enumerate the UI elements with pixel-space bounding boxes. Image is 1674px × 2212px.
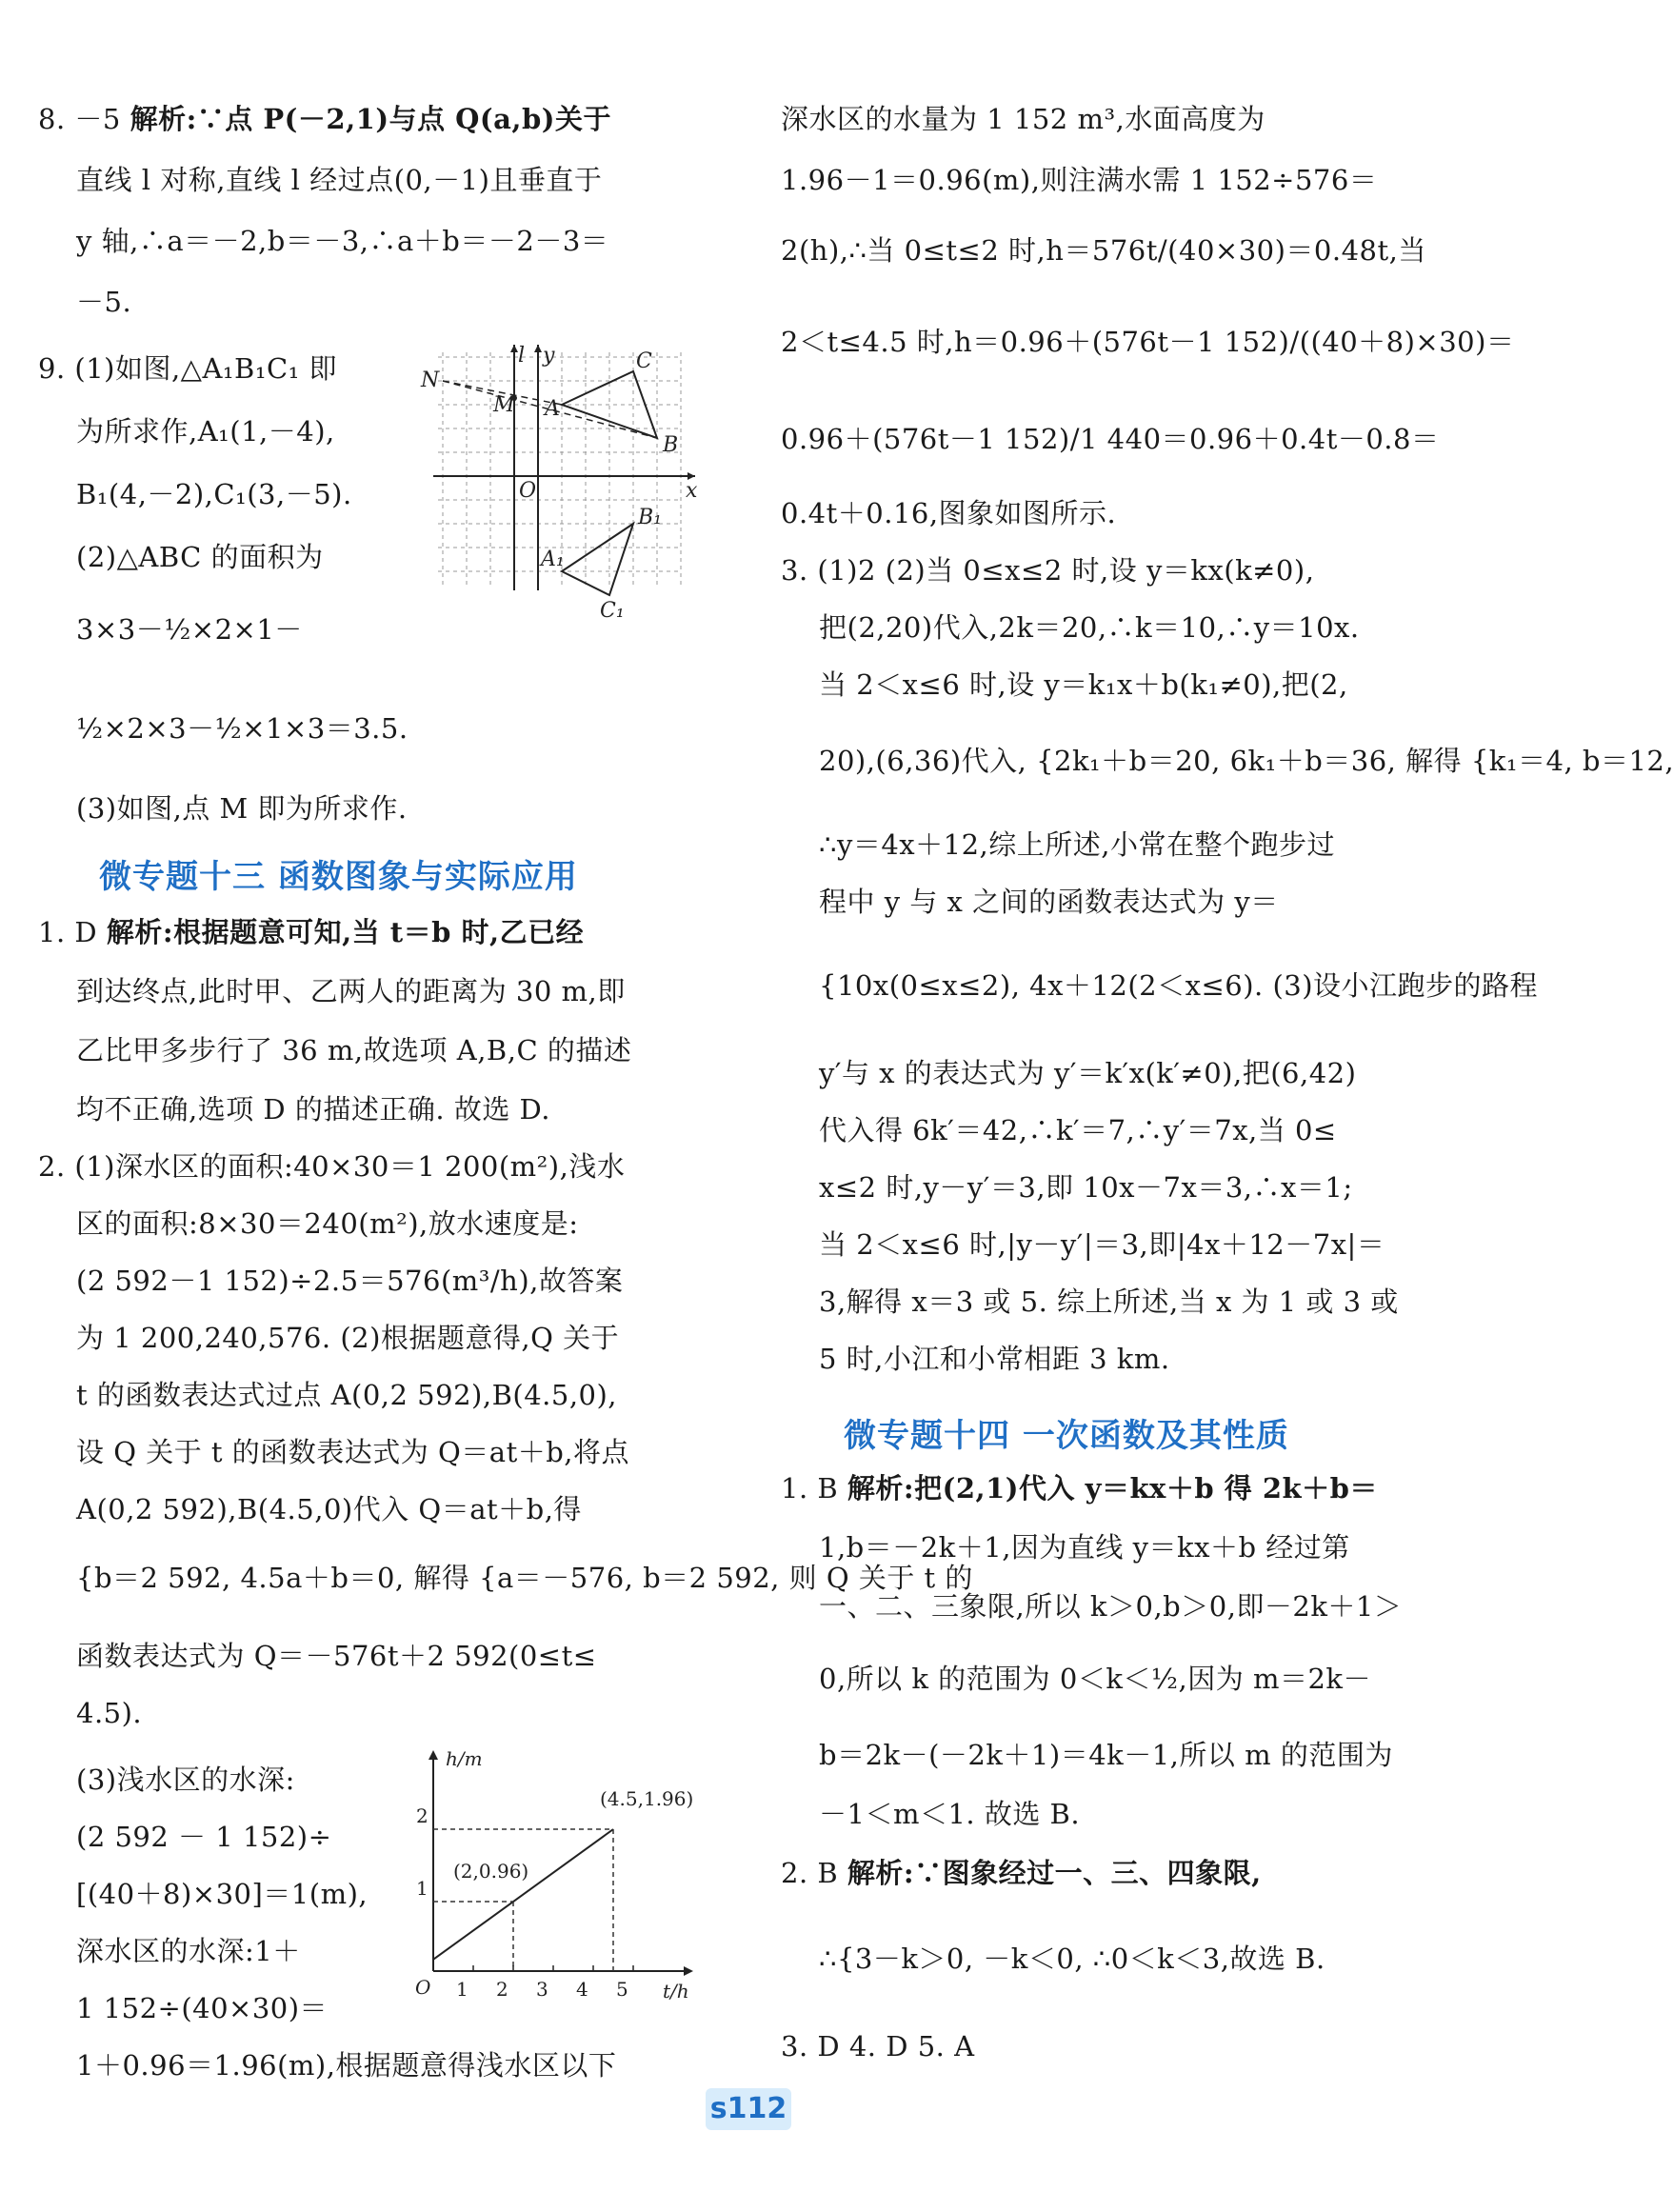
graph-origin: O — [415, 1976, 431, 1999]
graph-xtick-3: 3 — [536, 1978, 548, 2001]
s13q2-line-2: 区的面积:8×30＝240(m²),放水速度是: — [76, 1207, 579, 1240]
q8-line-2: 直线 l 对称,直线 l 经过点(0,－1)且垂直于 — [76, 164, 603, 196]
s13q1-line-4: 均不正确,选项 D 的描述正确. 故选 D. — [76, 1093, 550, 1126]
s13q2-line-10: 4.5). — [76, 1697, 143, 1729]
label-a1: A₁ — [541, 548, 565, 571]
graph-y-label: h/m — [446, 1747, 483, 1770]
q9-line-3: B₁(4,－2),C₁(3,－5). — [76, 478, 352, 510]
q3-line-5: ∴y＝4x＋12,综上所述,小常在整个跑步过 — [819, 828, 1335, 861]
page-number: s112 — [706, 2088, 791, 2130]
q3-line-3: 当 2＜x≤6 时,设 y＝k₁x＋b(k₁≠0),把(2, — [819, 668, 1348, 701]
graph-x-arrow — [684, 1966, 693, 1976]
label-c: C — [636, 349, 652, 373]
graph-xtick-2: 2 — [496, 1978, 508, 2001]
r-line-3: 2(h),∴当 0≤t≤2 时,h＝576t/(40×30)＝0.48t,当 — [781, 234, 1426, 267]
q9-line-5: 3×3－½×2×1－ — [76, 613, 303, 646]
r-line-1: 深水区的水量为 1 152 m³,水面高度为 — [781, 103, 1265, 135]
y-axis-arrow — [534, 345, 542, 352]
label-l: l — [518, 344, 526, 368]
graph-label-p2: (4.5,1.96) — [600, 1787, 694, 1810]
q3-line-13: 5 时,小江和小常相距 3 km. — [819, 1343, 1170, 1375]
s14q1-line-6: －1＜m＜1. 故选 B. — [819, 1798, 1081, 1830]
q3-line-7: {10x(0≤x≤2), 4x＋12(2＜x≤6). (3)设小江跑步的路程 — [819, 969, 1539, 1002]
graph-y-arrow — [428, 1750, 438, 1760]
label-b: B — [663, 433, 679, 457]
q3-line-9: 代入得 6k′＝42,∴k′＝7,∴y′＝7x,当 0≤ — [819, 1114, 1337, 1146]
s14q1-line-3: 一、二、三象限,所以 k＞0,b＞0,即－2k＋1＞ — [819, 1590, 1403, 1623]
coordinate-grid-figure — [419, 333, 705, 623]
s13q2-line-7: A(0,2 592),B(4.5,0)代入 Q＝at＋b,得 — [76, 1493, 582, 1525]
s13q2-line-5: t 的函数表达式过点 A(0,2 592),B(4.5,0), — [76, 1379, 618, 1411]
q8-line-1: 8. －5 解析:∵点 P(－2,1)与点 Q(a,b)关于 — [38, 103, 612, 135]
triangle-a1b1c1 — [562, 524, 633, 595]
q9-line-2: 为所求作,A₁(1,－4), — [76, 415, 335, 448]
s14q1-line-4: 0,所以 k 的范围为 0＜k＜½,因为 m＝2k－ — [819, 1663, 1371, 1695]
q3-line-6: 程中 y 与 x 之间的函数表达式为 y＝ — [819, 886, 1279, 918]
q3-line-10: x≤2 时,y－y′＝3,即 10x－7x＝3,∴x＝1; — [819, 1171, 1353, 1204]
s13q2-line-11: (3)浅水区的水深: — [76, 1764, 295, 1796]
q9-line-4: (2)△ABC 的面积为 — [76, 541, 324, 573]
r-line-4: 2＜t≤4.5 时,h＝0.96＋(576t－1 152)/((40＋8)×30)＝ — [781, 326, 1515, 358]
water-height-graph — [400, 1743, 705, 2003]
q9-line-7: (3)如图,点 M 即为所求作. — [76, 792, 408, 825]
label-y: y — [543, 344, 555, 368]
s13q2-line-12: (2 592 － 1 152)÷ — [76, 1821, 332, 1853]
s14-q3-5-answers: 3. D 4. D 5. A — [781, 2030, 975, 2063]
s14q1-line-5: b＝2k－(－2k＋1)＝4k－1,所以 m 的范围为 — [819, 1739, 1393, 1771]
label-o: O — [519, 479, 537, 503]
s13q2-line-4: 为 1 200,240,576. (2)根据题意得,Q 关于 — [76, 1322, 620, 1354]
graph-xtick-1: 1 — [456, 1978, 468, 2001]
s13q2-line-6: 设 Q 关于 t 的函数表达式为 Q＝at＋b,将点 — [76, 1436, 630, 1468]
s14q1-line-1: 1. B 解析:把(2,1)代入 y＝kx＋b 得 2k＋b＝ — [781, 1472, 1378, 1505]
label-a: A — [545, 397, 560, 421]
q3-line-12: 3,解得 x＝3 或 5. 综上所述,当 x 为 1 或 3 或 — [819, 1285, 1399, 1318]
q3-line-8: y′与 x 的表达式为 y′＝k′x(k′≠0),把(6,42) — [819, 1057, 1357, 1089]
q8-line-3: y 轴,∴a＝－2,b＝－3,∴a＋b＝－2－3＝ — [76, 225, 609, 257]
s13q2-line-14: 深水区的水深:1＋ — [76, 1935, 301, 1967]
r-line-5: 0.96＋(576t－1 152)/1 440＝0.96＋0.4t－0.8＝ — [781, 423, 1440, 455]
r-line-6: 0.4t＋0.16,图象如图所示. — [781, 497, 1117, 529]
q3-line-2: 把(2,20)代入,2k＝20,∴k＝10,∴y＝10x. — [819, 611, 1360, 644]
s13q2-line-1: 2. (1)深水区的面积:40×30＝1 200(m²),浅水 — [38, 1150, 626, 1183]
graph-label-p1: (2,0.96) — [453, 1860, 529, 1883]
s13q1-line-1: 1. D 解析:根据题意可知,当 t＝b 时,乙已经 — [38, 916, 585, 948]
label-c1: C₁ — [600, 599, 625, 623]
q8-line-4: －5. — [76, 286, 132, 318]
s14q2-line-2: ∴{3－k＞0, －k＜0, ∴0＜k＜3,故选 B. — [819, 1943, 1325, 1975]
q9-line-1: 9. (1)如图,△A₁B₁C₁ 即 — [38, 352, 338, 385]
graph-height-line — [433, 1829, 613, 1960]
q3-line-11: 当 2＜x≤6 时,|y－y′|＝3,即|4x＋12－7x|＝ — [819, 1228, 1385, 1261]
label-x: x — [686, 479, 698, 503]
graph-x-label: t/h — [663, 1980, 689, 2003]
q9-line-6: ½×2×3－½×1×3＝3.5. — [76, 712, 409, 745]
section-title-14: 微专题十四 一次函数及其性质 — [844, 1417, 1289, 1455]
s13q2-line-15: 1 152÷(40×30)＝ — [76, 1992, 329, 2024]
s13q2-line-16: 1＋0.96＝1.96(m),根据题意得浅水区以下 — [76, 2049, 617, 2082]
graph-xtick-4: 4 — [576, 1978, 588, 2001]
q3-line-4: 20),(6,36)代入, {2k₁＋b＝20, 6k₁＋b＝36, 解得 {k₁＝4, b＝12, — [819, 745, 1674, 777]
s13q2-line-3: (2 592－1 152)÷2.5＝576(m³/h),故答案 — [76, 1265, 624, 1297]
graph-ytick-2: 2 — [416, 1804, 428, 1827]
s13q1-line-3: 乙比甲多步行了 36 m,故选项 A,B,C 的描述 — [76, 1034, 632, 1066]
graph-ytick-1: 1 — [416, 1877, 428, 1900]
line-l-arrow — [510, 345, 518, 352]
s14q1-line-2: 1,b＝－2k＋1,因为直线 y＝kx＋b 经过第 — [819, 1531, 1350, 1564]
graph-xtick-5: 5 — [616, 1978, 628, 2001]
s13q2-line-13: [(40＋8)×30]＝1(m), — [76, 1878, 369, 1910]
s13q2-line-8: {b＝2 592, 4.5a＋b＝0, 解得 {a＝－576, b＝2 592, 则 Q 关于 t 的 — [76, 1562, 973, 1594]
s13q2-line-9: 函数表达式为 Q＝－576t＋2 592(0≤t≤ — [76, 1640, 597, 1672]
label-b1: B₁ — [638, 506, 662, 529]
r-line-2: 1.96－1＝0.96(m),则注满水需 1 152÷576＝ — [781, 164, 1378, 196]
s14q2-line-1: 2. B 解析:∵图象经过一、三、四象限, — [781, 1857, 1262, 1889]
section-title-13: 微专题十三 函数图象与实际应用 — [99, 858, 578, 896]
q3-line-1: 3. (1)2 (2)当 0≤x≤2 时,设 y＝kx(k≠0), — [781, 554, 1315, 587]
label-m: M — [493, 393, 515, 417]
s13q1-line-2: 到达终点,此时甲、乙两人的距离为 30 m,即 — [76, 975, 626, 1007]
label-n: N — [421, 369, 440, 392]
